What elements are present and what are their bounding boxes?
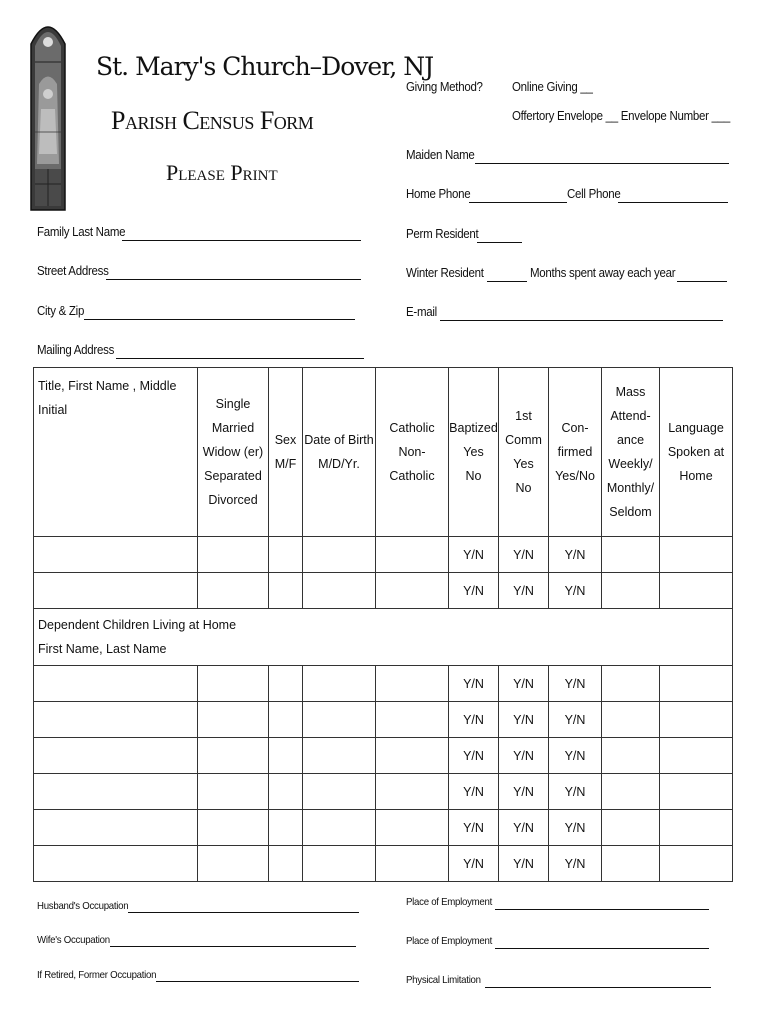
entry-cell[interactable] — [269, 537, 303, 573]
child-row — [34, 702, 733, 738]
yn-cell[interactable]: Y/N — [499, 666, 549, 702]
entry-cell[interactable] — [34, 738, 198, 774]
entry-cell[interactable] — [303, 702, 376, 738]
entry-cell[interactable] — [303, 573, 376, 609]
header-mass-attendance: Mass Attend- ance Weekly/ Monthly/ Seldom — [602, 368, 660, 537]
entry-cell[interactable] — [660, 702, 733, 738]
entry-cell[interactable] — [198, 573, 269, 609]
place-employment-2-field[interactable] — [495, 938, 709, 949]
perm-resident-field[interactable] — [477, 230, 522, 243]
yn-cell[interactable]: Y/N — [549, 846, 602, 882]
entry-cell[interactable] — [602, 537, 660, 573]
header-status: Single Married Widow (er) Separated Divorced — [198, 368, 269, 537]
entry-cell[interactable] — [34, 666, 198, 702]
mailing-address-field[interactable] — [116, 346, 364, 359]
entry-cell[interactable] — [602, 810, 660, 846]
child-row — [34, 738, 733, 774]
child-row — [34, 774, 733, 810]
winter-resident-field[interactable] — [487, 269, 527, 282]
yn-cell[interactable]: Y/N — [549, 702, 602, 738]
entry-cell[interactable] — [602, 666, 660, 702]
entry-cell[interactable] — [602, 774, 660, 810]
children-heading: Dependent Children Living at Home First Name, Last Name — [34, 609, 733, 666]
family-last-name-field[interactable] — [122, 228, 361, 241]
entry-cell[interactable] — [602, 738, 660, 774]
entry-cell[interactable] — [269, 738, 303, 774]
yn-cell[interactable]: Y/N — [449, 666, 499, 702]
cell-phone-field[interactable] — [618, 190, 728, 203]
husband-occupation-label: Husband's Occupation — [37, 900, 129, 912]
winter-resident-label: Winter Resident — [406, 266, 484, 280]
yn-cell[interactable]: Y/N — [499, 537, 549, 573]
entry-cell[interactable] — [376, 846, 449, 882]
yn-cell[interactable]: Y/N — [549, 537, 602, 573]
wife-occupation-field[interactable] — [110, 936, 356, 947]
entry-cell[interactable] — [34, 537, 198, 573]
maiden-name-field[interactable] — [475, 151, 729, 164]
entry-cell[interactable] — [660, 810, 733, 846]
entry-cell[interactable] — [269, 573, 303, 609]
entry-cell[interactable] — [376, 738, 449, 774]
cell-phone-label: Cell Phone — [567, 187, 621, 201]
form-title: Parish Census Form — [111, 106, 314, 135]
entry-cell[interactable] — [198, 774, 269, 810]
entry-cell[interactable] — [34, 846, 198, 882]
entry-cell[interactable] — [376, 573, 449, 609]
entry-cell[interactable] — [303, 738, 376, 774]
church-name: St. Mary's Church–Dover, NJ — [96, 52, 434, 81]
yn-cell[interactable]: Y/N — [549, 810, 602, 846]
home-phone-field[interactable] — [469, 190, 567, 203]
entry-cell[interactable] — [34, 573, 198, 609]
entry-cell[interactable] — [303, 774, 376, 810]
offertory-envelope-option[interactable]: Offertory Envelope __ Envelope Number ___ — [512, 109, 730, 123]
yn-cell[interactable]: Y/N — [449, 846, 499, 882]
entry-cell[interactable] — [660, 537, 733, 573]
entry-cell[interactable] — [303, 666, 376, 702]
physical-limitation-field[interactable] — [485, 977, 711, 988]
print-instruction: Please Print — [166, 160, 278, 185]
yn-cell[interactable]: Y/N — [449, 774, 499, 810]
entry-cell[interactable] — [376, 702, 449, 738]
header-baptized: Baptized Yes No — [449, 368, 499, 537]
email-label: E-mail — [406, 305, 437, 319]
header-dob: Date of Birth M/D/Yr. — [303, 368, 376, 537]
yn-cell[interactable]: Y/N — [549, 573, 602, 609]
entry-cell[interactable] — [34, 774, 198, 810]
entry-cell[interactable] — [602, 573, 660, 609]
entry-cell[interactable] — [269, 846, 303, 882]
entry-cell[interactable] — [198, 702, 269, 738]
perm-resident-label: Perm Resident — [406, 227, 479, 241]
months-away-label: Months spent away each year — [530, 266, 676, 280]
yn-cell[interactable]: Y/N — [549, 666, 602, 702]
entry-cell[interactable] — [303, 537, 376, 573]
home-phone-label: Home Phone — [406, 187, 471, 201]
yn-cell[interactable]: Y/N — [499, 810, 549, 846]
city-zip-label: City & Zip — [37, 304, 85, 318]
entry-cell[interactable] — [303, 846, 376, 882]
months-away-field[interactable] — [677, 269, 727, 282]
physical-limitation-label: Physical Limitation — [406, 974, 481, 986]
entry-cell[interactable] — [660, 774, 733, 810]
header-confirmed: Con- firmed Yes/No — [549, 368, 602, 537]
yn-cell[interactable]: Y/N — [499, 573, 549, 609]
street-address-field[interactable] — [106, 267, 361, 280]
entry-cell[interactable] — [660, 666, 733, 702]
family-last-name-label: Family Last Name — [37, 225, 126, 239]
yn-cell[interactable]: Y/N — [499, 846, 549, 882]
husband-occupation-field[interactable] — [128, 902, 359, 913]
child-row — [34, 846, 733, 882]
online-giving-option[interactable]: Online Giving __ — [512, 80, 593, 94]
yn-cell[interactable]: Y/N — [549, 738, 602, 774]
place-employment-1-field[interactable] — [495, 899, 709, 910]
street-address-label: Street Address — [37, 264, 109, 278]
entry-cell[interactable] — [602, 702, 660, 738]
yn-cell[interactable]: Y/N — [449, 810, 499, 846]
entry-cell[interactable] — [376, 537, 449, 573]
giving-method-label: Giving Method? — [406, 80, 483, 94]
entry-cell[interactable] — [34, 810, 198, 846]
header-sex: Sex M/F — [269, 368, 303, 537]
entry-cell[interactable] — [198, 846, 269, 882]
entry-cell[interactable] — [269, 774, 303, 810]
wife-occupation-label: Wife's Occupation — [37, 934, 110, 946]
header-communion: 1st Comm Yes No — [499, 368, 549, 537]
yn-cell[interactable]: Y/N — [499, 738, 549, 774]
child-row — [34, 666, 733, 702]
yn-cell[interactable]: Y/N — [449, 738, 499, 774]
entry-cell[interactable] — [376, 810, 449, 846]
city-zip-field[interactable] — [84, 307, 355, 320]
child-row — [34, 810, 733, 846]
yn-cell[interactable]: Y/N — [449, 573, 499, 609]
yn-cell[interactable]: Y/N — [499, 702, 549, 738]
census-table — [33, 367, 733, 882]
retired-occupation-field[interactable] — [156, 971, 359, 982]
yn-cell[interactable]: Y/N — [449, 702, 499, 738]
entry-cell[interactable] — [269, 810, 303, 846]
entry-cell[interactable] — [269, 702, 303, 738]
place-employment-1-label: Place of Employment — [406, 896, 493, 908]
yn-cell[interactable]: Y/N — [449, 537, 499, 573]
header-language: Language Spoken at Home — [660, 368, 733, 537]
adult-row — [34, 537, 733, 573]
email-field[interactable] — [440, 308, 723, 321]
retired-occupation-label: If Retired, Former Occupation — [37, 969, 157, 981]
entry-cell[interactable] — [198, 810, 269, 846]
entry-cell[interactable] — [198, 738, 269, 774]
header-name: Title, First Name , Middle Initial — [34, 368, 198, 537]
table-header-row — [34, 368, 733, 537]
entry-cell[interactable] — [660, 846, 733, 882]
entry-cell[interactable] — [303, 810, 376, 846]
entry-cell[interactable] — [660, 573, 733, 609]
children-heading-row — [34, 609, 733, 666]
stained-glass-window-image — [29, 14, 67, 211]
mailing-address-label: Mailing Address — [37, 343, 115, 357]
entry-cell[interactable] — [34, 702, 198, 738]
maiden-name-label: Maiden Name — [406, 148, 475, 162]
entry-cell[interactable] — [602, 846, 660, 882]
yn-cell[interactable]: Y/N — [549, 774, 602, 810]
entry-cell[interactable] — [376, 666, 449, 702]
entry-cell[interactable] — [198, 537, 269, 573]
header-catholic: Catholic Non-Catholic — [376, 368, 449, 537]
entry-cell[interactable] — [660, 738, 733, 774]
entry-cell[interactable] — [269, 666, 303, 702]
entry-cell[interactable] — [376, 774, 449, 810]
adult-row — [34, 573, 733, 609]
place-employment-2-label: Place of Employment — [406, 935, 493, 947]
entry-cell[interactable] — [198, 666, 269, 702]
yn-cell[interactable]: Y/N — [499, 774, 549, 810]
